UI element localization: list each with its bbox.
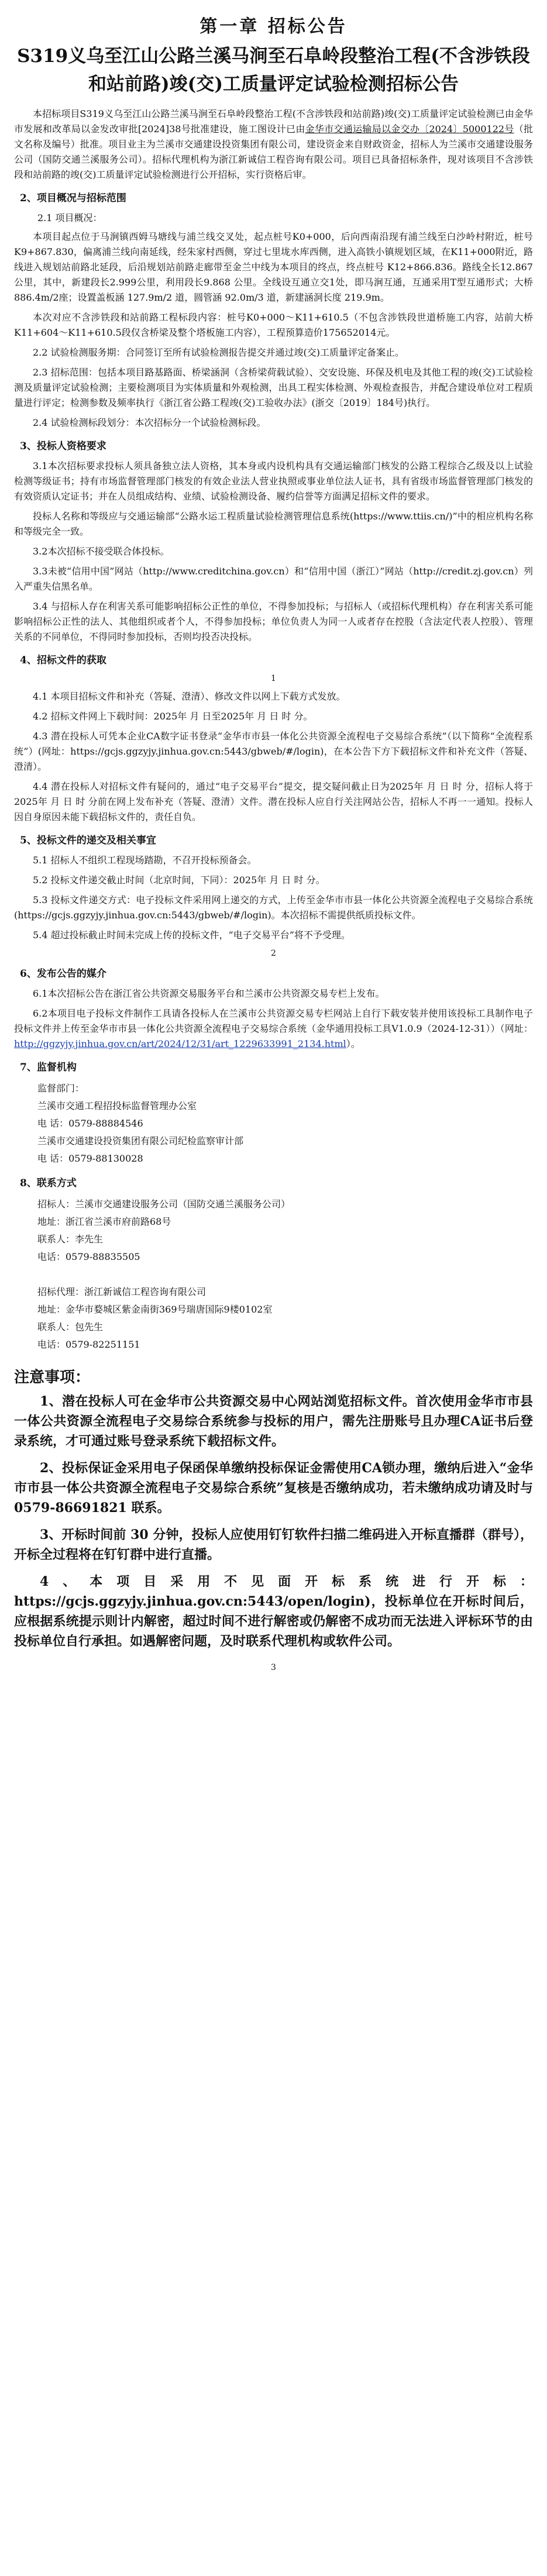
paragraph-6-2-suffix: ）。 xyxy=(346,1038,360,1049)
paragraph-6-1: 6.1本次招标公告在浙江省公共资源交易服务平台和兰溪市公共资源交易专栏上发布。 xyxy=(33,988,385,999)
paragraph-6-2 xyxy=(14,1006,533,1052)
paragraph-5-3: 5.3 投标文件递交方式：电子投标文件采用网上递交的方式，上传至金华市市县一体化公共资源全流程电子交易综合系统(https://gcjs.ggzyjy.jinhua.gov.cn:5443/gbweb/#/login)。本次招标不需提供纸质投标文件。 xyxy=(14,894,533,921)
supervision-block xyxy=(37,1080,533,1168)
section-heading-8: 8、联系方式 xyxy=(20,1177,77,1189)
subsection-heading-2-1: 2.1 项目概况： xyxy=(37,212,102,223)
paragraph-2-1b: 本次对应不含涉铁段和站前路工程标段内容：桩号K0+000～K11+610.5（不包含涉铁段世道桥施工内容，站前大桥K11+604～K11+610.5段仅含桥梁及整个塔板施工内容），工程预算造价175652014元。 xyxy=(14,312,533,338)
section-heading-2: 2、项目概况与招标范围 xyxy=(20,192,126,204)
paragraph-2-2: 2.2 试验检测服务期：合同签订至所有试验检测报告提交并通过竣(交)工质量评定备案止。 xyxy=(33,347,405,358)
paragraph-3-1: 3.1本次招标要求投标人须具备独立法人资格，其本身或内设机构具有交通运输部门核发的公路工程综合乙级及以上试验检测等级证书；持有市场监督管理部门核发的有效企业法人营业执照或事业单位法人证书，具有省级市场监督管理部门核发的有效资质认定证书；并在人员组成结构、业绩、试验检测设备、履约信誉等方面满足招标文件的要求。 xyxy=(14,460,533,502)
page-number-2: 2 xyxy=(271,949,276,958)
section-heading-7: 7、监督机构 xyxy=(20,1062,77,1073)
paragraph-2-4: 2.4 试验检测标段划分：本次招标分一个试验检测标段。 xyxy=(33,417,266,428)
supervision-dept-2: 兰溪市交通建设投资集团有限公司纪检监察审计部 xyxy=(37,1135,244,1146)
paragraph-3-4: 3.4 与招标人存在利害关系可能影响招标公正性的单位，不得参加投标；与招标人（或招标代理机构）存在利害关系可能影响招标公正性的法人、其他组织或者个人，不得参加投标；单位负责人为同一人或者存在控股（含法定代表人控股）、管理关系的不同单位，不得同时参加投标，否则均投否决投标。 xyxy=(14,601,533,642)
paragraph-4-2: 4.2 招标文件网上下载时间：2025年 月 日至2025年 月 日 时 分。 xyxy=(33,711,313,722)
page-number-1: 1 xyxy=(271,674,276,683)
section-heading-6: 6、发布公告的媒介 xyxy=(20,968,106,980)
agent-address: 地址：金华市婺城区紫金南街369号瑞唐国际9楼0102室 xyxy=(37,1304,273,1315)
notice-item-3: 3、开标时间前 30 分钟，投标人应使用钉钉软件扫描二维码进入开标直播群（群号），开标全过程将在钉钉群中进行直播。 xyxy=(14,1527,533,1562)
paragraph-4-3: 4.3 潜在投标人可凭本企业CA数字证书登录“金华市市县一体化公共资源全流程电子交易综合系统”（以下简称“全流程系统”）(网址：https://gcjs.ggzyjy.jinhua.gov.cn:5443/gbweb/#/login)，在本公告下方下载招标文件和补充文件（答疑、澄清）。 xyxy=(14,731,533,772)
paragraph-6-2-prefix: 6.2本项目电子投标文件制作工具请各投标人在兰溪市公共资源交易专栏网站上自行下载安装并使用该投标工具制作电子投标文件并上传至金华市市县一体化公共资源全流程电子交易综合系统（金华通用投标工具V1.0.9（2024-12-31））（网址： xyxy=(14,1008,533,1034)
notice-item-1: 1、潜在投标人可在金华市公共资源交易中心网站浏览招标文件。首次使用金华市市县一体公共资源全流程电子交易综合系统参与投标的用户，需先注册账号且办理CA证书后登录系统，才可通过账号登录系统下载招标文件。 xyxy=(14,1394,533,1449)
section-heading-3: 3、投标人资格要求 xyxy=(20,440,106,452)
agent-phone: 电话：0579-82251151 xyxy=(37,1339,140,1350)
download-link[interactable]: http://ggzyjy.jinhua.gov.cn/art/2024/12/31/art_1229633991_2134.html xyxy=(14,1038,346,1049)
paragraph-4-4: 4.4 潜在投标人对招标文件有疑问的，通过“电子交易平台”提交，提交疑问截止日为2025年 月 日 时 分，招标人将于2025年 月 日 时 分前在网上发布补充（答疑、澄清）文件。潜在投标人应自行关注网站公告，招标人不再一一通知。投标人因自身原因未能下载招标文件的，责任自负。 xyxy=(14,781,533,822)
section-heading-4: 4、招标文件的获取 xyxy=(20,655,106,666)
paragraph-2-3: 2.3 招标范围：包括本项目路基路面、桥梁涵洞（含桥梁荷载试验）、交安设施、环保及机电及其他工程的竣(交)工试验检测及质量评定试验检测；主要检测项目为实体质量和外观检测，出具工程实体检测、外观检查报告，并配合建设单位对工程质量进行评定；检测参数及频率执行《浙江省公路工程竣(交)工验收办法》(浙交〔2019〕184号)执行。 xyxy=(14,367,533,408)
notice-item-2: 2、投标保证金采用电子保函保单缴纳投标保证金需使用CA锁办理，缴纳后进入“金华市市县一体公共资源全流程电子交易综合系统”复核是否缴纳成功，若未缴纳成功请及时与 0579-86691821 联系。 xyxy=(14,1461,533,1516)
supervision-tel-2: 电 话：0579-88130028 xyxy=(37,1153,143,1164)
notice-block xyxy=(14,1365,533,1651)
paragraph-4-1: 4.1 本项目招标文件和补充（答疑、澄清）、修改文件以网上下载方式发放。 xyxy=(33,691,346,702)
agent-contact-person: 联系人：包先生 xyxy=(37,1321,104,1332)
page-number-3: 3 xyxy=(271,1663,276,1672)
paragraph-5-4: 5.4 超过投标截止时间未完成上传的投标文件，“电子交易平台”将不予受理。 xyxy=(33,929,350,941)
intro-suffix: （批文名称及编号）批准。项目业主为兰溪市交通建设投资集团有限公司，建设资金来自财政资金，招标人为兰溪市交通建设服务公司（国防交通兰溪服务公司）。招标代理机构为浙江新诚信工程咨询有限公司。项目已具备招标条件，现对该项目不含涉铁段和站前路的竣(交)工质量评定试验检测进行公开招标，实行资格后审。 xyxy=(14,123,533,180)
supervision-label: 监督部门： xyxy=(37,1083,85,1094)
section-heading-5: 5、投标文件的递交及相关事宜 xyxy=(20,835,156,846)
paragraph-2-1a: 本项目起点位于马涧镇西姆马塘线与浦兰线交叉处，起点桩号K0+000，后向西南沿现有浦兰线至白沙岭村附近，桩号 K9+867.830，偏离浦兰线向南延线，经朱家村西侧，穿过七里垅水库西侧，进入高铁小镇规划区域，在K11+000附近，路线进入规划站前路北延段，后沿规划站前路走廊带至金兰中线为本项目的终点，终点桩号 K12+866.836。路线全长12.867公里，其中，新建段长2.999公里，利用段长9.868 公里。全线设互通立交1处，即马涧互通，互通采用T型互通形式；大桥886.4m/2座；设置盖板涵 127.9m/2 道，圆管涵 92.0m/3 道，新建涵洞长度 219.9m。 xyxy=(14,231,533,303)
notice-item-4: 4、本项目采用不见面开标系统进行开标：https://gcjs.ggzyjy.jinhua.gov.cn:5443/open/login)，投标单位在开标时间后，应根据系统提示则计内解密，超过时间不进行解密或仍解密不成功而无法进入评标环节的由投标单位自行承担。如遇解密问题，及时联系代理机构或软件公司。 xyxy=(14,1574,533,1649)
paragraph-5-1: 5.1 招标人不组织工程现场踏勘，不召开投标预备会。 xyxy=(33,855,257,866)
tenderer-contact-person: 联系人：李先生 xyxy=(37,1234,104,1245)
supervision-tel-1: 电 话：0579-88884546 xyxy=(37,1118,143,1129)
paragraph-3-1b: 投标人名称和等级应与交通运输部“公路水运工程质量试验检测管理信息系统(https://www.ttiis.cn/)”中的相应机构名称和等级完全一致。 xyxy=(14,511,533,537)
chapter-heading: 第一章 招标公告 xyxy=(199,16,348,37)
tenderer-name: 招标人：兰溪市交通建设服务公司（国防交通兰溪服务公司） xyxy=(37,1199,291,1210)
intro-paragraph xyxy=(14,106,533,182)
approval-document-reference: 金华市交通运输局以金交办〔2024〕5000122号 xyxy=(305,123,514,135)
agent-name: 招标代理：浙江新诚信工程咨询有限公司 xyxy=(37,1286,207,1297)
page-title: S319义乌至江山公路兰溪马涧至石阜岭段整治工程(不含涉铁段和站前路)竣(交)工质量评定试验检测招标公告 xyxy=(17,46,530,95)
contact-block xyxy=(37,1196,533,1354)
intro-prefix: 本招标项目S319义乌至江山公路兰溪马涧至石阜岭段整治工程(不含涉铁段和站前路)竣(交)工质量评定试验检测已由金华市发展和改革局以金发改审批[2024]38号批准建设，施工图设计已由 xyxy=(14,108,533,135)
supervision-dept-1: 兰溪市交通工程招投标监督管理办公室 xyxy=(37,1100,197,1111)
notice-heading: 注意事项： xyxy=(14,1369,91,1386)
paragraph-3-2: 3.2本次招标不接受联合体投标。 xyxy=(33,546,170,557)
tenderer-address: 地址：浙江省兰溪市府前路68号 xyxy=(37,1216,171,1227)
paragraph-5-2: 5.2 投标文件递交截止时间（北京时间，下同）：2025年 月 日 时 分。 xyxy=(33,874,325,886)
tenderer-phone: 电话：0579-88835505 xyxy=(37,1251,140,1262)
paragraph-3-3: 3.3未被“信用中国”网站（http://www.creditchina.gov.cn）和“信用中国（浙江）”网站（http://credit.zj.gov.cn）列入严重失信黑名单。 xyxy=(14,566,533,592)
